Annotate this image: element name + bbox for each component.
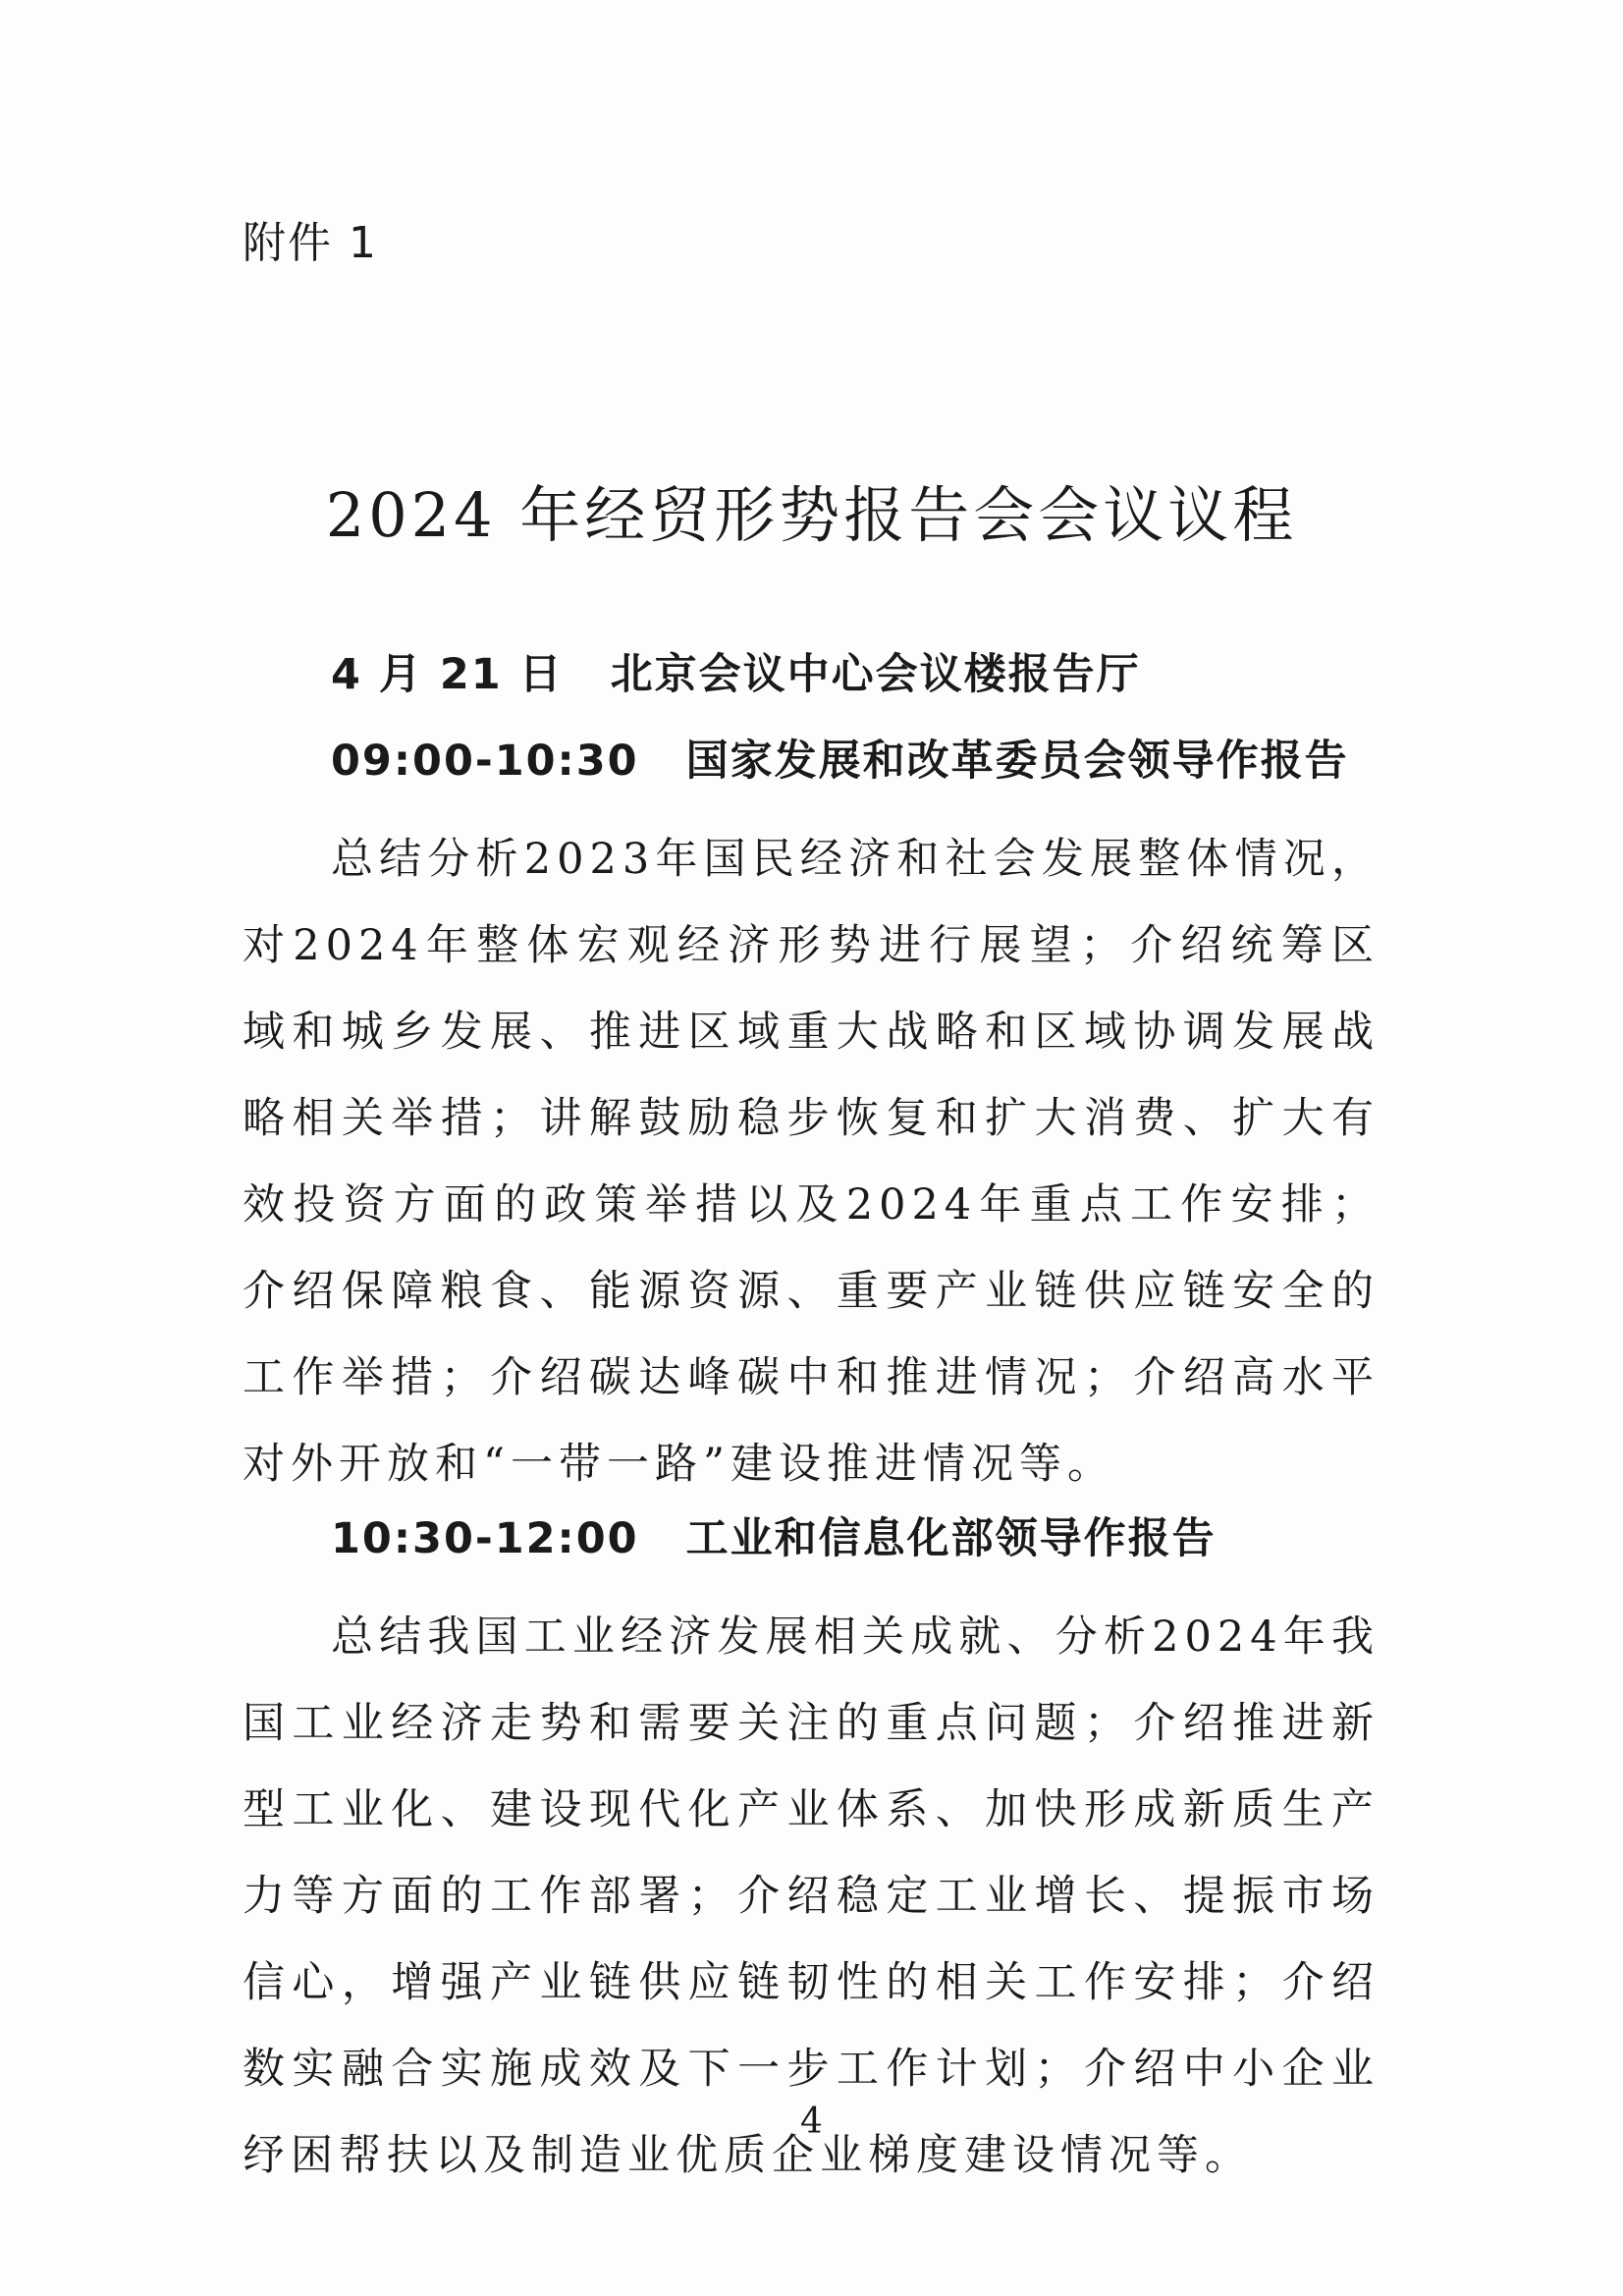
meeting-date: 4 月 21 日 — [331, 650, 564, 699]
session-time: 10:30-12:00 — [331, 1514, 639, 1563]
session-time: 09:00-10:30 — [331, 737, 639, 786]
session-topic: 工业和信息化部领导作报告 — [685, 1514, 1217, 1563]
document-title: 2024 年经贸形势报告会会议议程 — [325, 479, 1298, 551]
meeting-location: 北京会议中心会议楼报告厅 — [610, 650, 1141, 699]
session-description: 总结分析2023年国民经济和社会发展整体情况，对2024年整体宏观经济形势进行展望；介绍统筹区域和城乡发展、推进区域重大战略和区域协调发展战略相关举措；讲解鼓励稳步恢复和扩大消费、扩大有效投资方面的政策举措以及2024年重点工作安排；介绍保障粮食、能源资源、重要产业链供应链安全的工作举措；介绍碳达峰碳中和推进情况；介绍高水平对外开放和“一带一路”建设推进情况等。 — [243, 835, 1380, 1489]
session-heading — [243, 730, 1380, 816]
agenda-body — [243, 643, 1380, 2199]
session-heading — [243, 1507, 1380, 1594]
attachment-label: 附件 1 — [243, 218, 378, 268]
date-location-heading — [243, 643, 1380, 730]
page-number: 4 — [800, 2102, 823, 2142]
session-description: 总结我国工业经济发展相关成就、分析2024年我国工业经济走势和需要关注的重点问题；介绍推进新型工业化、建设现代化产业体系、加快形成新质生产力等方面的工作部署；介绍稳定工业增长、提振市场信心，增强产业链供应链韧性的相关工作安排；介绍数实融合实施成效及下一步工作计划；介绍中小企业纾困帮扶以及制造业优质企业梯度建设情况等。 — [243, 1613, 1380, 2180]
session-topic: 国家发展和改革委员会领导作报告 — [685, 737, 1349, 786]
